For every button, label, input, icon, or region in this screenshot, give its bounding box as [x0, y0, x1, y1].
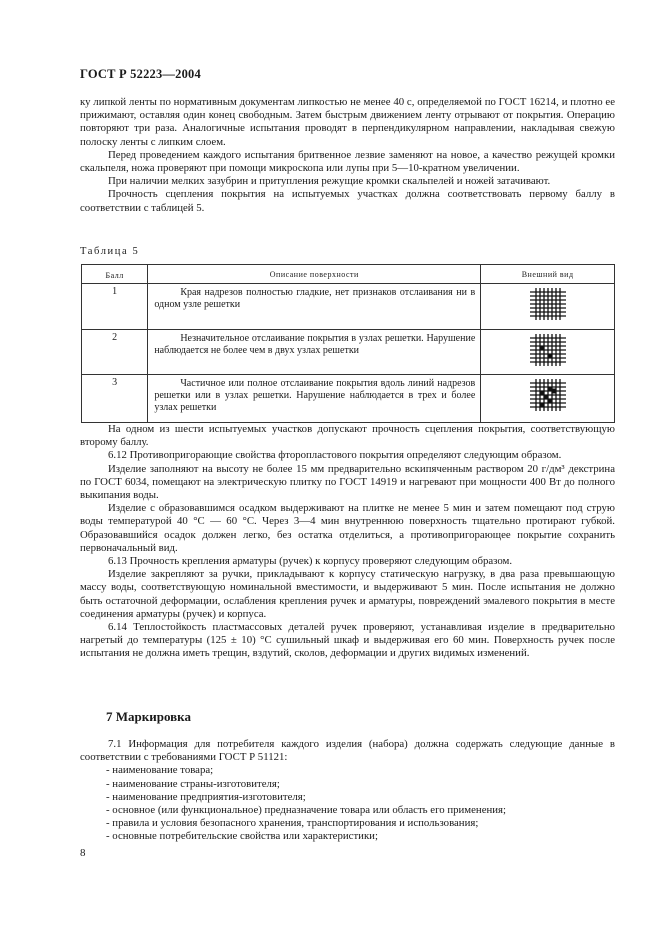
- paragraph: 6.14 Теплостойкость пластмассовых деталей ручек проверяют, устанавливая изделие в предварительно нагретый до температуры (125 ± 10) °С сушильный шкаф и выдерживая его 60 мин. Поверхность ручек после испытания не должна иметь трещин, вздутий, сколов, деформации и других видимых изменений.: [80, 621, 615, 660]
- score-cell: 3: [82, 375, 148, 423]
- appearance-cell: [481, 375, 615, 423]
- header-score: Балл: [82, 265, 148, 284]
- page-number: 8: [80, 847, 86, 859]
- header-appearance: Внешний вид: [481, 265, 615, 284]
- score-cell: 2: [82, 330, 148, 375]
- appearance-cell: [481, 330, 615, 375]
- paragraph: 6.12 Противопригорающие свойства фторопластового покрытия определяют следующим образом.: [108, 449, 562, 462]
- section-heading: 7 Маркировка: [106, 709, 191, 724]
- table-header-row: [82, 265, 615, 284]
- paragraph: ку липкой ленты по нормативным документам липкостью не менее 40 с, определяемой по ГОСТ 16214, и плотно ее прижимают, оставляя один конец свободным. Затем быстрым движением ленту отрывают от покрытия. Операцию повторяют три раза. Аналогичные испытания проводят в перпендикулярном направлении, накладывая свежую полоску ленты с липким слоем.: [80, 96, 615, 148]
- peeling-spot: [543, 395, 548, 400]
- description-cell: [148, 375, 481, 423]
- marking-info: [80, 738, 615, 844]
- list-item: - наименование предприятия-изготовителя;: [106, 790, 306, 803]
- list-item: - основные потребительские свойства или характеристики;: [106, 830, 378, 843]
- lattice-intact-icon: [528, 286, 568, 322]
- paragraph: Перед проведением каждого испытания бритвенное лезвие заменяют на новое, а качество режущей кромки скальпеля, ножа проверяют при помощи микроскопа или лупы при 5—10-кратном увеличении.: [80, 148, 615, 175]
- table-label: Таблица 5: [80, 246, 140, 257]
- paragraph: При наличии мелких зазубрин и притупления режущие кромки скальпелей и ножей затачивают.: [108, 175, 551, 188]
- list-item: - наименование товара;: [106, 764, 214, 777]
- description-cell: [148, 284, 481, 330]
- description-text: Края надрезов полностью гладкие, нет признаков отслаивания ни в одном узле решетки: [154, 287, 476, 310]
- peeling-spot: [548, 354, 551, 357]
- paragraph: На одном из шести испытуемых участков допускают прочность сцепления покрытия, соответствующую второму баллу.: [80, 423, 615, 449]
- paragraph: 7.1 Информация для потребителя каждого изделия (набора) должна содержать следующие данные в соответствии с требованиями ГОСТ Р 51121:: [80, 738, 615, 764]
- score-cell: 1: [82, 284, 148, 330]
- paragraph: 6.13 Прочность крепления арматуры (ручек) к корпусу проверяют следующим образом.: [108, 555, 513, 568]
- paragraph: Прочность сцепления покрытия на испытуемых участках должна соответствовать первому баллу в соответствии с таблицей 5.: [80, 188, 615, 214]
- peeling-spot: [547, 387, 552, 392]
- description-text: Частичное или полное отслаивание покрытия вдоль линий надрезов решетки или в узлах решетки. Нарушение наблюдается в трех и более узлах решетки: [154, 378, 476, 413]
- paragraph: Изделие заполняют на высоту не более 15 мм предварительно вскипяченным раствором 20 г/дм³ декстрина по ГОСТ 6034, помещают на электрическую плитку по ГОСТ 14919 и нагревают при мощности 400 Вт до полного выкипания воды.: [80, 462, 615, 502]
- standard-code: ГОСТ Р 52223—2004: [80, 67, 201, 81]
- peeling-spot: [540, 346, 543, 349]
- list-item: - правила и условия безопасного хранения, транспортирования и использования;: [106, 817, 479, 830]
- paragraph: Изделие закрепляют за ручки, прикладывают к корпусу статическую нагрузку, в два раза превышающую массу воды, соответствующую номинальной вместимости, и выдерживают 5 мин. После испытания не должно быть остаточной деформации, ослабления крепления ручек и арматуры, повреждений эмалевого покрытия в месте соединения арматуры (ручек) и корпуса.: [80, 568, 615, 620]
- top-paragraphs: [80, 96, 615, 215]
- lattice-major-peeling-icon: [528, 377, 568, 415]
- description-text: Незначительное отслаивание покрытия в узлах решетки. Нарушение наблюдается не более чем в двух узлах решетки: [154, 333, 476, 356]
- list-item: - наименование страны-изготовителя;: [106, 777, 280, 790]
- header-description: Описание поверхности: [148, 265, 481, 284]
- lattice-minor-peeling-icon: [528, 332, 568, 368]
- description-cell: [148, 330, 481, 375]
- table-row: [82, 284, 615, 330]
- appearance-cell: [481, 284, 615, 330]
- paragraph: Изделие с образовавшимся осадком выдерживают на плитке не менее 5 мин и затем помещают под струю воды температурой 40 °С — 60 °С. Через 3—4 мин внутреннюю поверхность тщательно протирают губкой. Образовавшийся осадок должен легко, без остатка отделиться, а противопригорающее покрытие сохранить первоначальный вид.: [80, 502, 615, 554]
- adhesion-table: [81, 264, 615, 423]
- middle-paragraphs: [80, 423, 615, 661]
- requirements-list: [80, 764, 615, 843]
- list-item: - основное (или функциональное) предназначение товара или область его применения;: [106, 804, 507, 817]
- table-row: [82, 330, 615, 375]
- table-row: [82, 375, 615, 423]
- peeling-spot: [539, 403, 544, 408]
